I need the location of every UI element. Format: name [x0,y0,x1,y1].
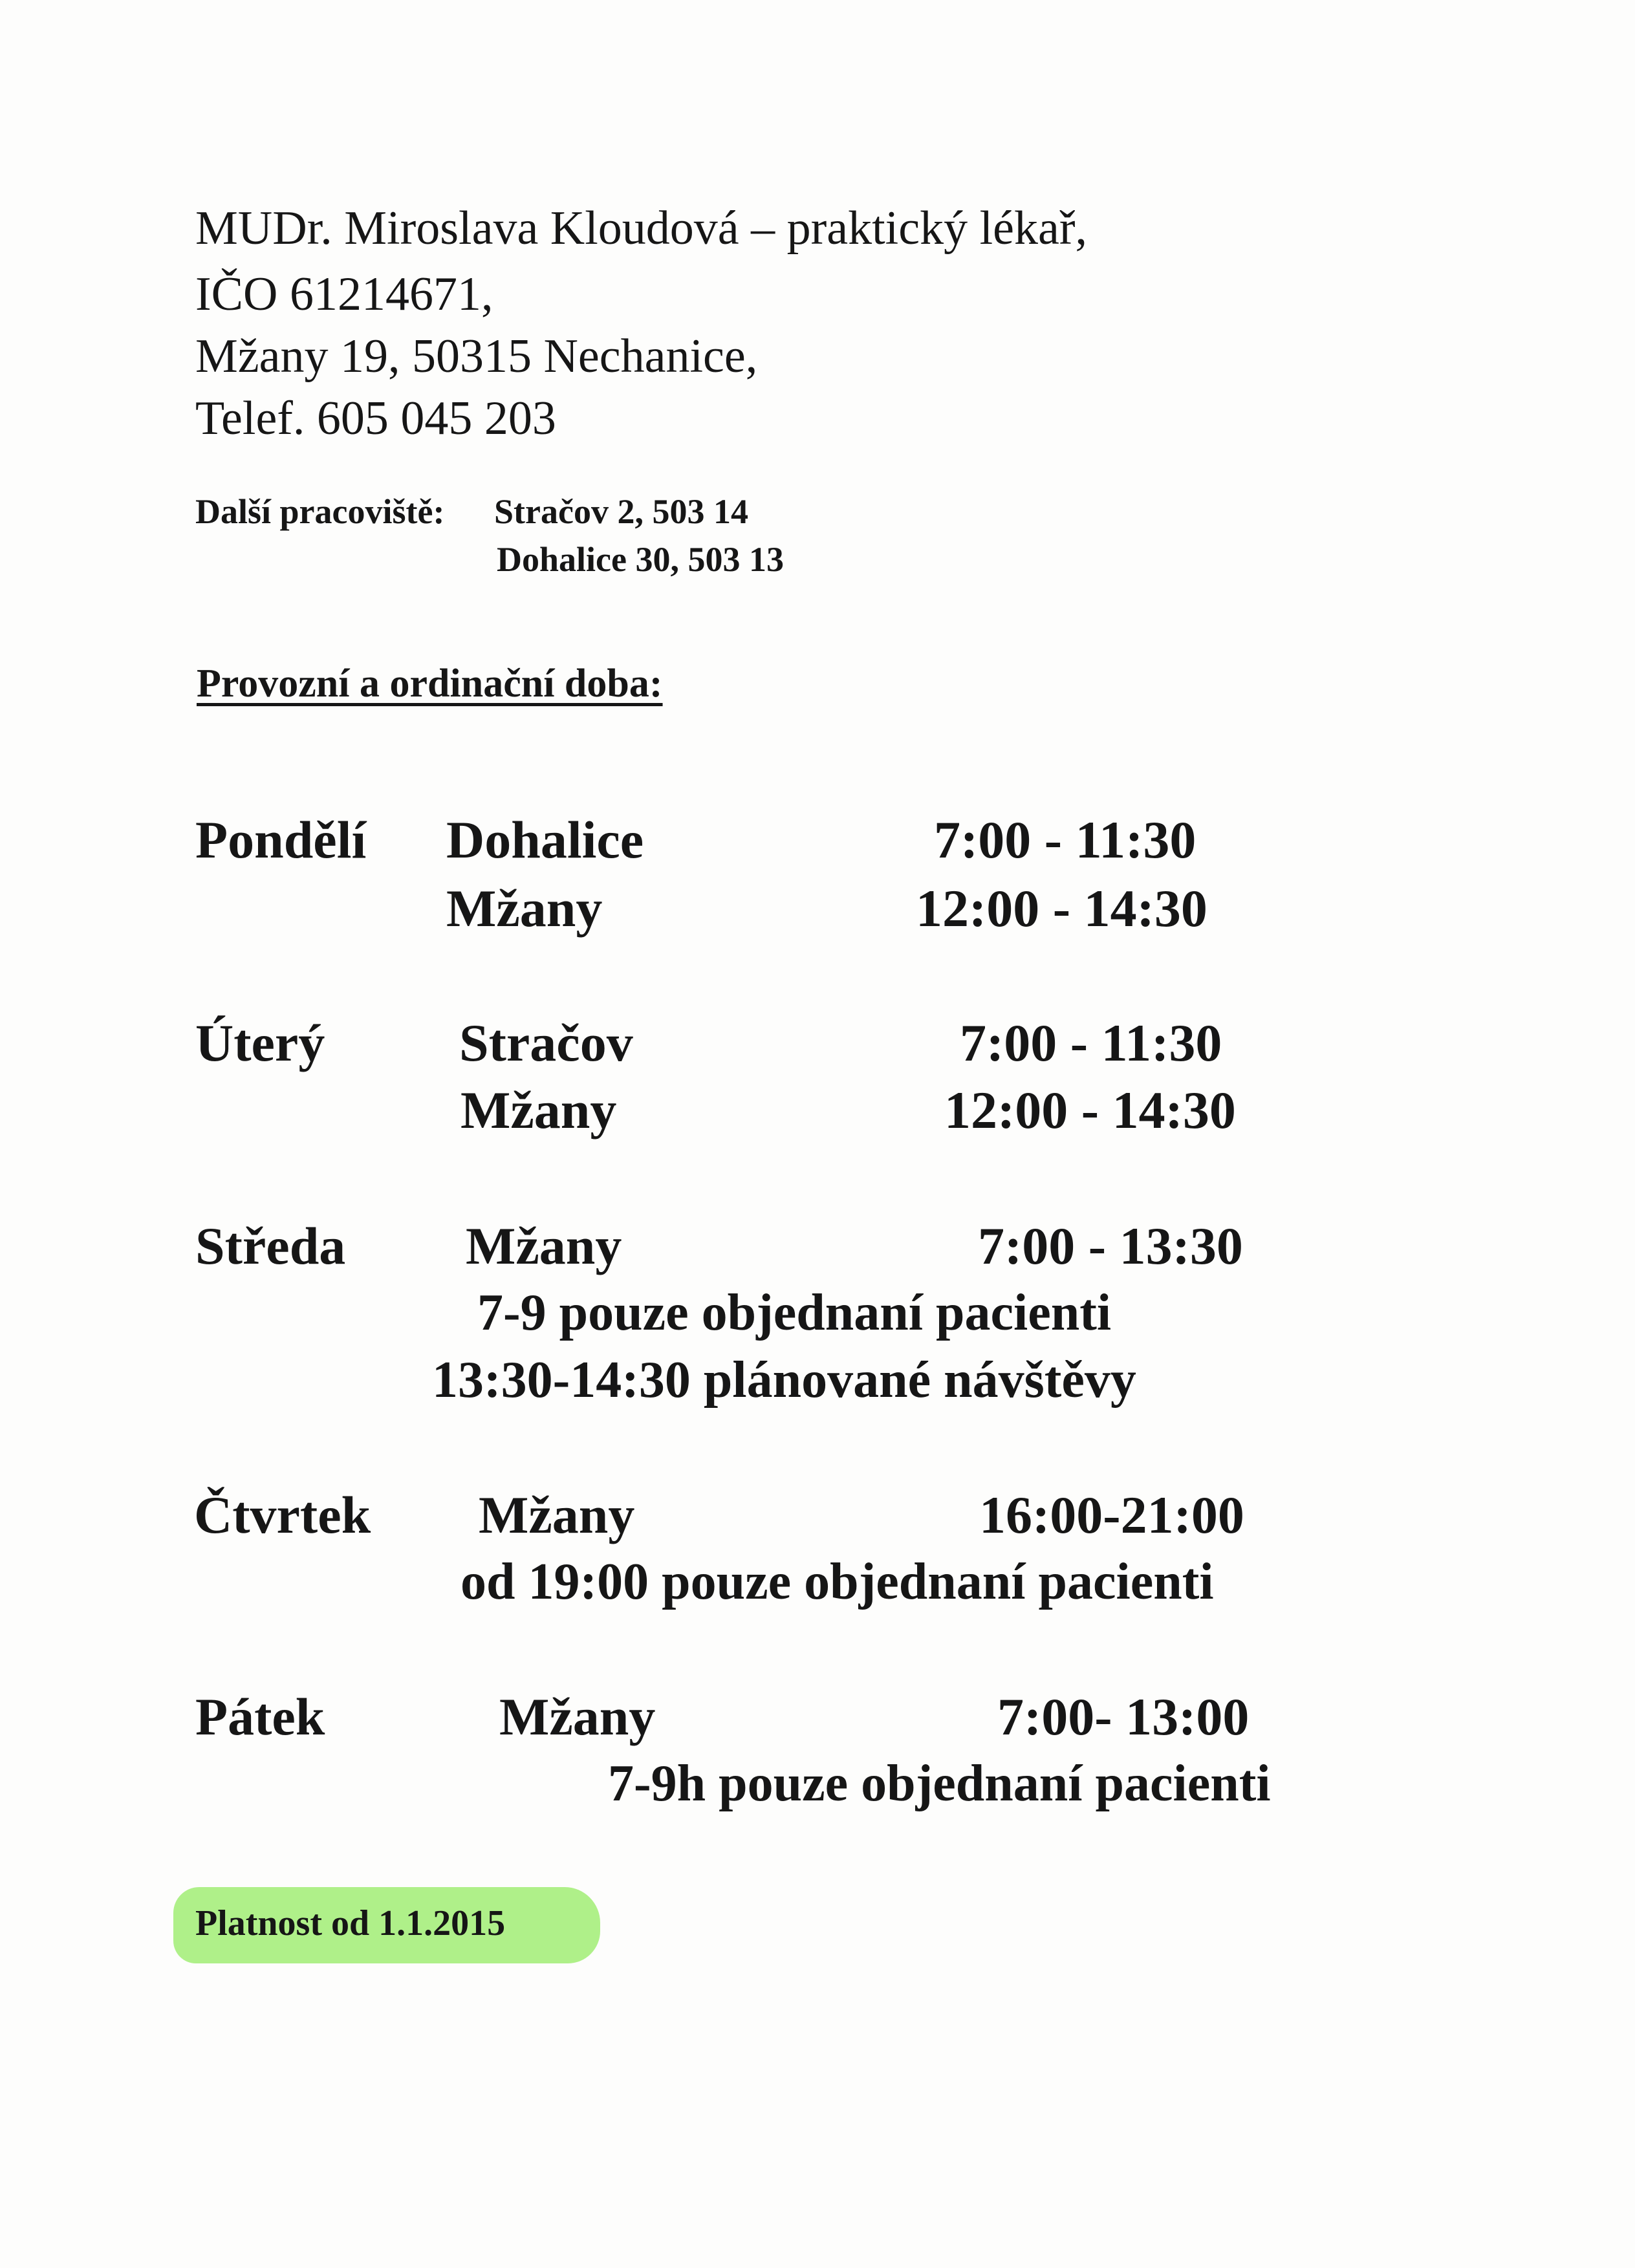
friday-time-1: 7:00- 13:00 [997,1687,1250,1746]
other-workplaces-label: Další pracoviště: [195,492,445,531]
phone-line: Telef. 605 045 203 [195,392,556,445]
friday-note-1: 7-9h pouze objednaní pacienti [608,1755,1271,1812]
thursday-note-1: od 19:00 pouze objednaní pacienti [460,1553,1214,1610]
tuesday-place-2: Mžany [460,1081,617,1139]
thursday-time-1: 16:00-21:00 [979,1485,1244,1544]
doctor-name-line: MUDr. Miroslava Kloudová – praktický lékař, [195,202,1087,255]
wednesday-note-2: 13:30-14:30 plánované návštěvy [432,1352,1136,1409]
validity-date: Platnost od 1.1.2015 [195,1903,506,1943]
wednesday-note-1: 7-9 pouze objednaní pacienti [477,1284,1112,1341]
other-workplace-dohalice: Dohalice 30, 503 13 [497,540,784,579]
monday-place-1: Dohalice [446,810,644,869]
monday-place-2: Mžany [446,879,603,938]
wednesday-place-1: Mžany [466,1216,622,1275]
thursday-place-1: Mžany [479,1485,635,1544]
day-thursday: Čtvrtek [194,1485,371,1544]
day-wednesday: Středa [195,1216,346,1275]
tuesday-time-2: 12:00 - 14:30 [944,1081,1236,1139]
address-line: Mžany 19, 50315 Nechanice, [195,330,758,383]
ico-line: IČO 61214671, [195,268,493,321]
tuesday-time-1: 7:00 - 11:30 [960,1013,1222,1072]
day-friday: Pátek [195,1687,325,1746]
monday-time-1: 7:00 - 11:30 [934,810,1196,869]
other-workplace-stracov: Stračov 2, 503 14 [494,492,748,531]
monday-time-2: 12:00 - 14:30 [916,879,1207,938]
hours-heading: Provozní a ordinační doba: [197,662,663,706]
wednesday-time-1: 7:00 - 13:30 [978,1216,1243,1275]
day-monday: Pondělí [195,810,367,869]
day-tuesday: Úterý [195,1013,325,1072]
friday-place-1: Mžany [499,1687,656,1746]
tuesday-place-1: Stračov [459,1013,633,1072]
